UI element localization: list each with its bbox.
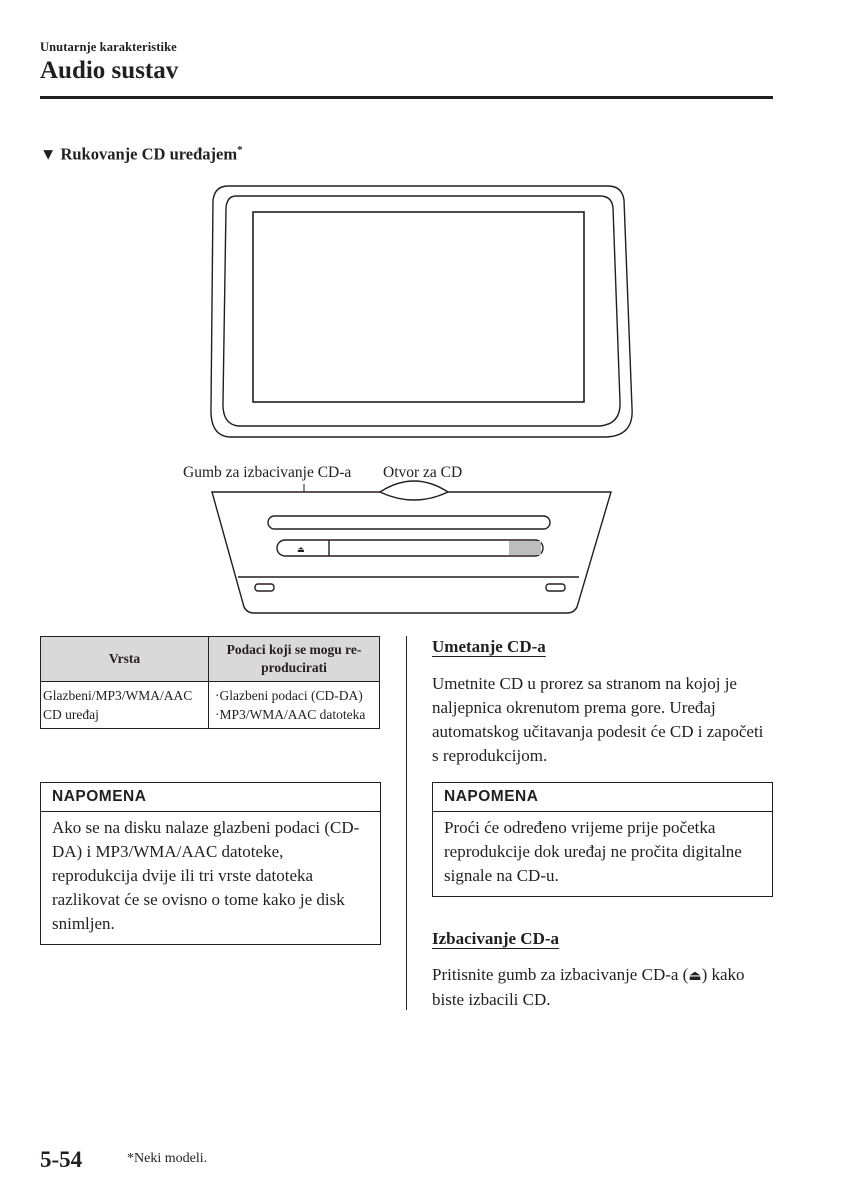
eject-button-icon: ⏏ [297, 545, 305, 554]
table-data-item: ·Glazbeni podaci (CD-DA) [215, 688, 363, 703]
triangle-marker-icon: ▼ [40, 144, 57, 164]
note-title: NAPOMENA [433, 783, 772, 812]
footnote: *Neki modeli. [127, 1151, 208, 1166]
eject-cd-text [432, 963, 772, 1012]
note-title: NAPOMENA [41, 783, 380, 812]
title-rule [40, 96, 773, 99]
table-cell-type: Glazbeni/MP3/WMA/AAC CD uređaj [41, 682, 209, 729]
page-number: 5-54 [40, 1147, 83, 1172]
table-cell-data [209, 682, 380, 729]
eject-icon: ⏏ [688, 968, 702, 984]
model-asterisk: * [237, 144, 243, 156]
subsection-heading [40, 144, 243, 165]
table-header-row [41, 637, 380, 682]
table-row [41, 682, 380, 729]
eject-text-after: ) kako biste izbacili CD. [432, 965, 745, 1009]
eject-text-before: Pritisnite gumb za izbacivanje CD-a ( [432, 965, 689, 984]
note-box-left [40, 782, 381, 945]
note-box-right [432, 782, 773, 897]
cd-slot-label: Otvor za CD [383, 464, 463, 481]
section-label: Unutarnje karakteristike [40, 40, 177, 54]
table-header-data: Podaci koji se mogu re-producirati [209, 637, 380, 682]
table-data-item: ·MP3/WMA/AAC datoteka [215, 707, 366, 722]
display-screen-illustration [211, 186, 632, 437]
cd-unit-illustration [212, 481, 611, 613]
note-body: Proći će određeno vrijeme prije početka reprodukcije dok uređaj ne pročita digitalne signale na CD-u. [444, 818, 742, 885]
insert-cd-text: Umetnite CD u prorez sa stranom na kojoj je naljepnica okrenutom prema gore. Uređaj automatskog učitavanja podesit će CD i započeti s reprodukcijom. [432, 674, 764, 765]
insert-cd-heading: Umetanje CD-a [432, 637, 546, 656]
subsection-title: Rukovanje CD uređajem [60, 144, 238, 164]
column-divider [406, 636, 407, 1010]
eject-cd-heading: Izbacivanje CD-a [432, 929, 560, 948]
playable-media-table [40, 636, 380, 729]
page-title: Audio sustav [40, 57, 179, 84]
table-header-type: Vrsta [41, 637, 209, 682]
cd-player-illustration [0, 170, 847, 620]
note-body: Ako se na disku nalaze glazbeni podaci (CD-DA) i MP3/WMA/AAC datoteke, reprodukcija dvije ili tri vrste datoteka razlikovat će se ovisno o tome kako je disk snimljen. [52, 818, 360, 933]
eject-button-label: Gumb za izbacivanje CD-a [183, 464, 352, 481]
